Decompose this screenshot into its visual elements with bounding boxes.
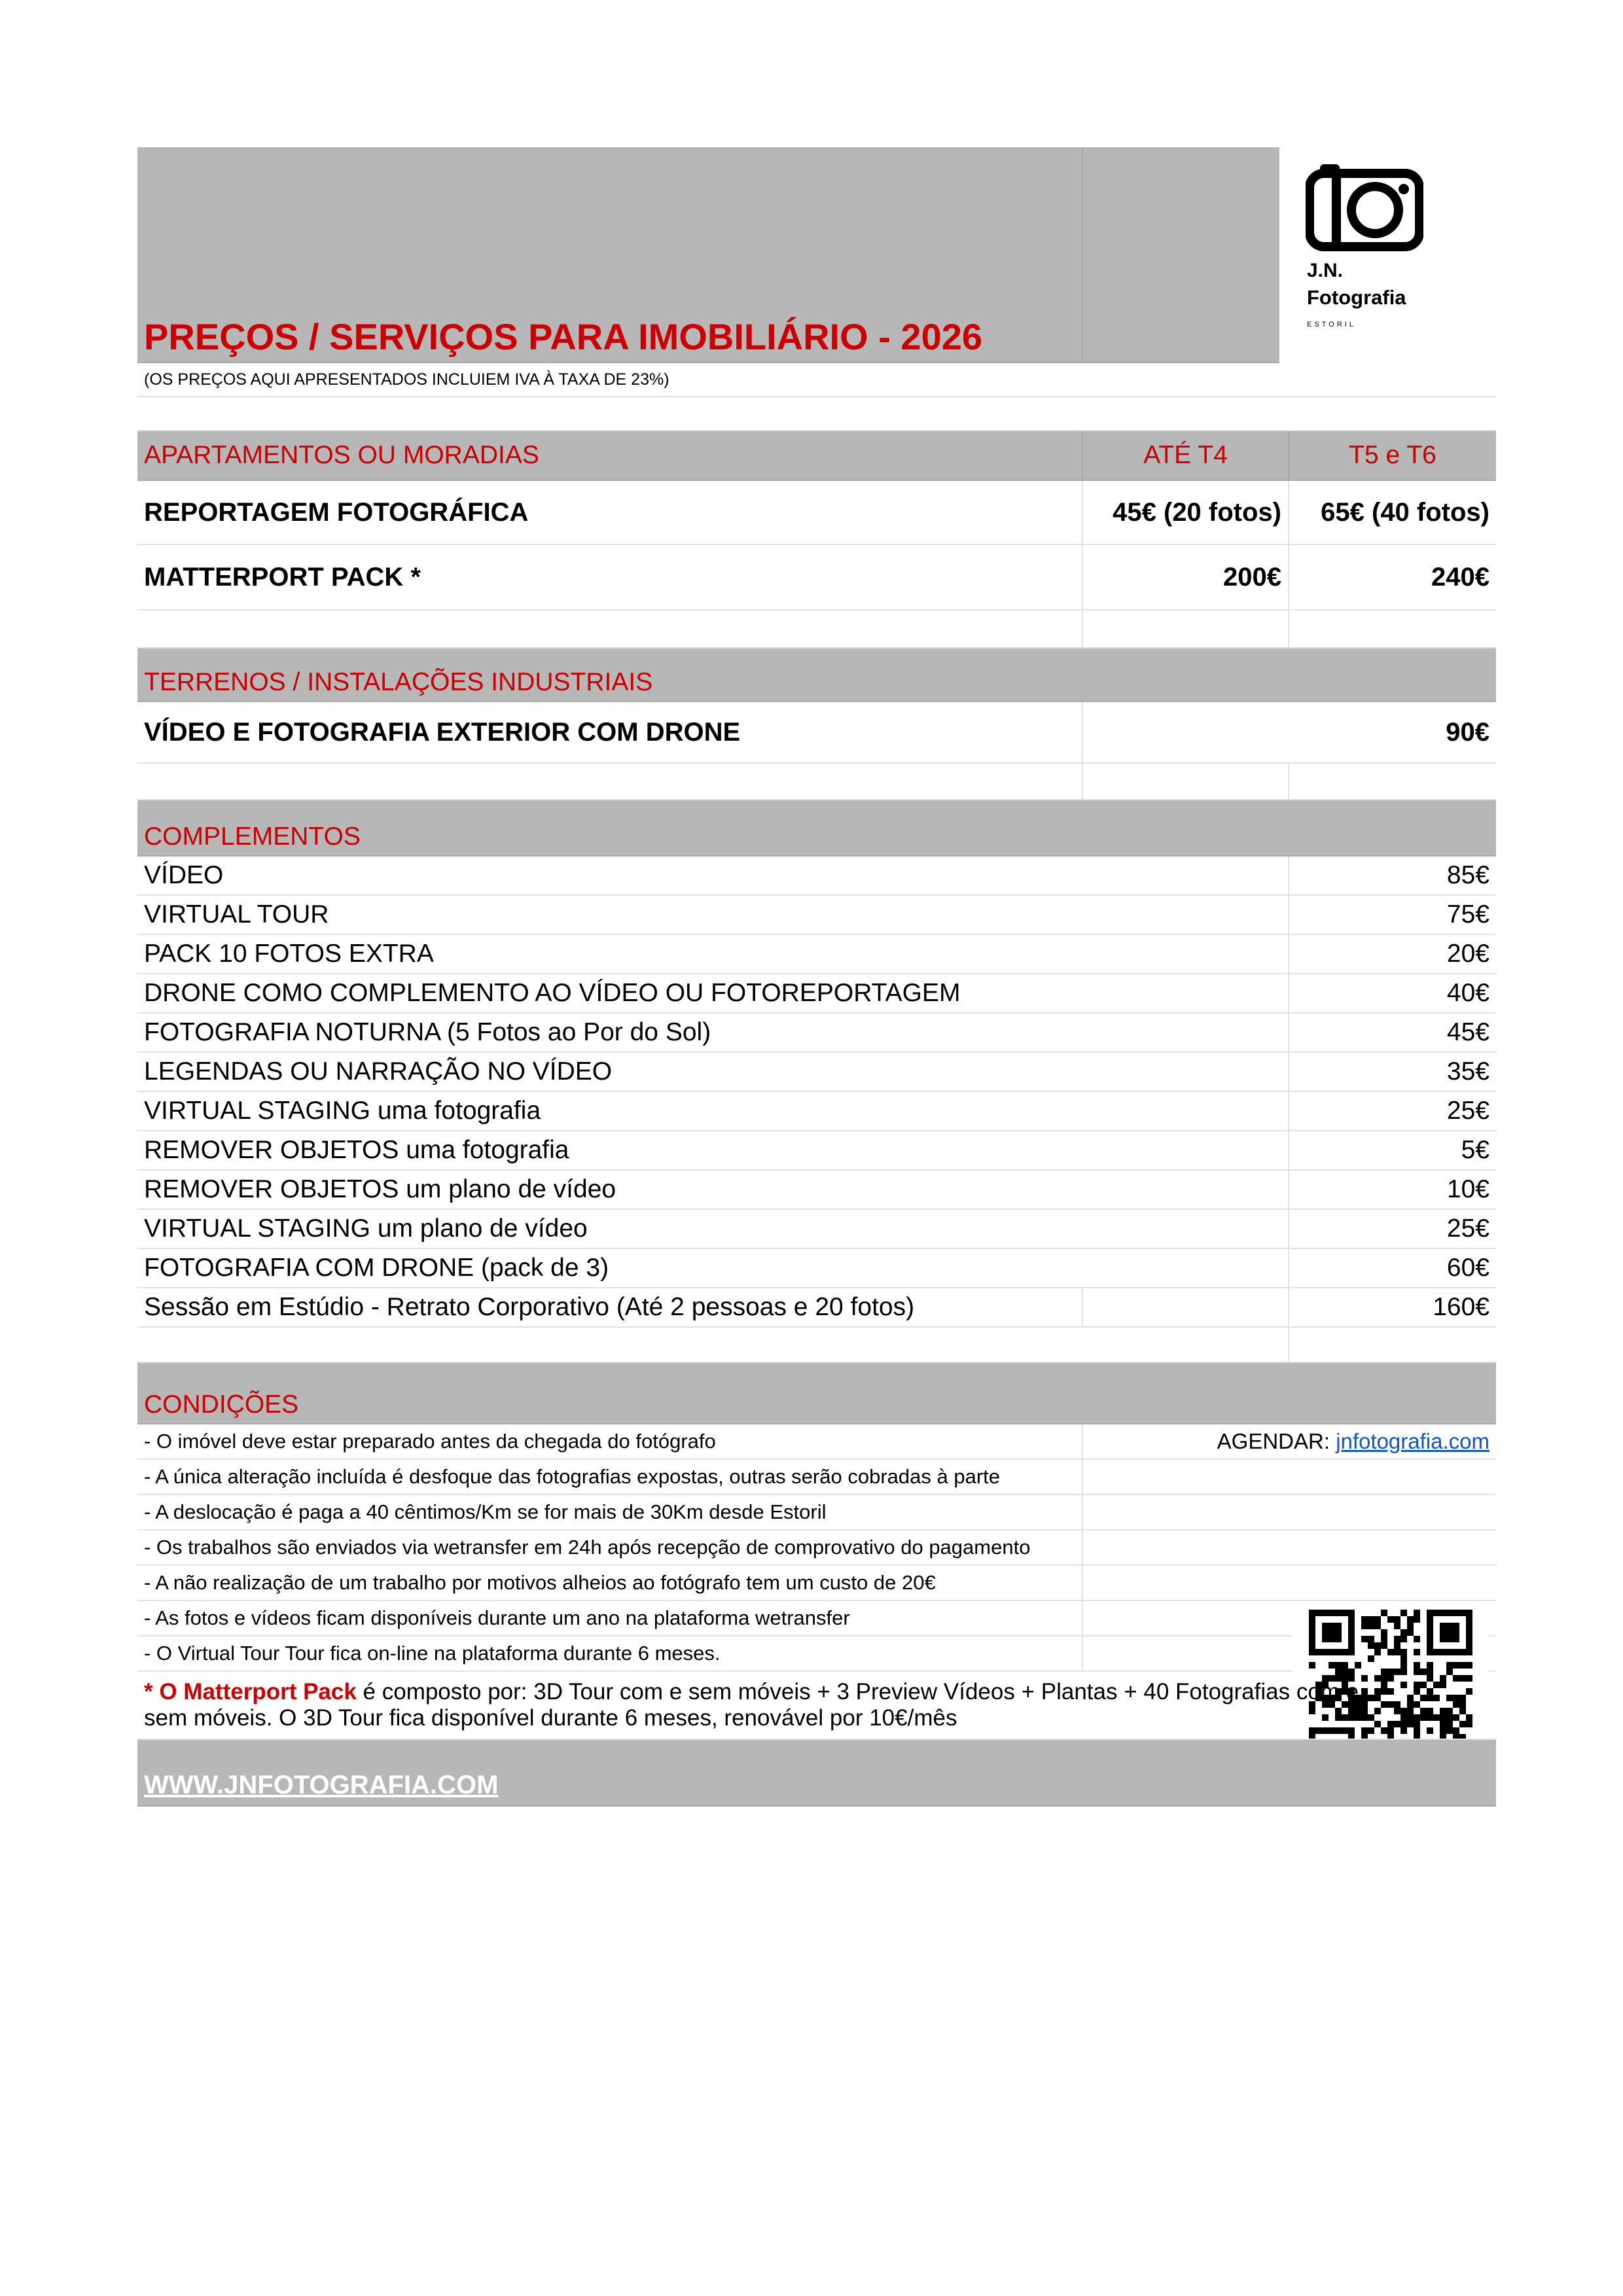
blank-row (137, 1328, 1496, 1363)
list-item (137, 1092, 1496, 1131)
blank-cell (1083, 610, 1289, 647)
title-spacer (1083, 147, 1289, 362)
blank-cell (137, 1328, 1289, 1362)
matterport-note-line2: sem móveis. O 3D Tour fica disponível durante 6 meses, renovável por 10€/mês (144, 1705, 957, 1731)
list-item (137, 857, 1496, 896)
matterport-note-line1 (144, 1679, 1489, 1705)
item-price: 45€ (1446, 1018, 1489, 1046)
blank-row (137, 764, 1496, 800)
price-t5t6: 240€ (1431, 562, 1489, 592)
table-row (137, 702, 1496, 764)
condition-row (137, 1460, 1496, 1495)
condition-text: - A única alteração incluída é desfoque das fotografias expostas, outras serão cobradas à parte (137, 1460, 1083, 1494)
condition-row (137, 1530, 1496, 1566)
list-item (137, 1053, 1496, 1092)
item-label: VIRTUAL STAGING um plano de vídeo (137, 1210, 1289, 1248)
item-label: DRONE COMO COMPLEMENTO AO VÍDEO OU FOTOREPORTAGEM (137, 974, 1289, 1012)
apartments-header (137, 431, 1496, 481)
col-header-t5t6: T5 e T6 (1349, 441, 1436, 469)
item-price: 10€ (1446, 1175, 1489, 1203)
item-price: 160€ (1433, 1293, 1489, 1321)
item-price: 25€ (1446, 1214, 1489, 1243)
blank-cell (137, 764, 1083, 799)
service-label: MATTERPORT PACK * (137, 545, 1083, 609)
subtitle-row (137, 363, 1496, 397)
logo-place: ESTORIL (1307, 321, 1356, 328)
footer (137, 1740, 1496, 1807)
condition-text: - A deslocação é paga a 40 cêntimos/Km se for mais de 30Km desde Estoril (137, 1495, 1083, 1529)
price-t5t6: 65€ (40 fotos) (1321, 497, 1489, 527)
list-item (137, 935, 1496, 974)
condition-text: - O imóvel deve estar preparado antes da chegada do fotógrafo (137, 1424, 1083, 1458)
logo (1279, 147, 1496, 363)
complements-header (137, 800, 1496, 857)
matterport-note (137, 1672, 1496, 1740)
item-label: VIRTUAL STAGING uma fotografia (137, 1092, 1289, 1130)
item-price: 40€ (1446, 979, 1489, 1007)
item-price: 25€ (1446, 1097, 1489, 1125)
item-price: 60€ (1446, 1254, 1489, 1282)
booking-link[interactable]: jnfotografia.com (1336, 1429, 1489, 1453)
list-item (137, 1131, 1496, 1171)
blank-cell (1083, 1288, 1289, 1326)
blank-cell (1083, 764, 1289, 799)
service-label: REPORTAGEM FOTOGRÁFICA (137, 481, 1083, 544)
item-price: 85€ (1446, 861, 1489, 889)
matterport-text: é composto por: 3D Tour com e sem móveis + 3 Preview Vídeos + Plantas + 40 Fotografias com e (356, 1679, 1359, 1704)
camera-icon (1306, 160, 1423, 252)
conditions-heading: CONDIÇÕES (144, 1390, 299, 1419)
list-item (137, 1210, 1496, 1249)
logo-name: J.N. (1307, 260, 1344, 281)
condition-row (137, 1495, 1496, 1530)
price-t4: 200€ (1083, 545, 1289, 609)
blank-cell (137, 610, 1083, 647)
item-price: 20€ (1446, 940, 1489, 968)
logo-brand: Fotografia (1307, 286, 1406, 309)
website-link[interactable]: WWW.JNFOTOGRAFIA.COM (144, 1771, 499, 1799)
item-price: 35€ (1446, 1057, 1489, 1086)
service-label: VÍDEO E FOTOGRAFIA EXTERIOR COM DRONE (137, 702, 1083, 762)
item-label: FOTOGRAFIA COM DRONE (pack de 3) (137, 1249, 1289, 1287)
item-price: 75€ (1446, 900, 1489, 928)
terrain-heading: TERRENOS / INSTALAÇÕES INDUSTRIAIS (144, 668, 653, 696)
list-item (137, 1249, 1496, 1288)
condition-text: - As fotos e vídeos ficam disponíveis durante um ano na plataforma wetransfer (137, 1601, 1083, 1635)
list-item (137, 1288, 1496, 1328)
condition-row (137, 1424, 1496, 1460)
conditions-header (137, 1363, 1496, 1424)
list-item (137, 974, 1496, 1014)
condition-text: - Os trabalhos são enviados via wetransfer em 24h após recepção de comprovativo do pagamento (137, 1530, 1083, 1564)
complements-heading: COMPLEMENTOS (144, 822, 361, 851)
matterport-highlight: * O Matterport Pack (144, 1679, 357, 1704)
list-item (137, 1014, 1496, 1053)
condition-text: - A não realização de um trabalho por motivos alheios ao fotógrafo tem um custo de 20€ (137, 1566, 1083, 1600)
item-label: REMOVER OBJETOS um plano de vídeo (137, 1171, 1289, 1209)
apartments-heading: APARTAMENTOS OU MORADIAS (137, 431, 1083, 480)
item-label: PACK 10 FOTOS EXTRA (137, 935, 1289, 973)
price-t4: 45€ (20 fotos) (1083, 481, 1289, 544)
page-title: PREÇOS / SERVIÇOS PARA IMOBILIÁRIO - 2026 (137, 147, 1083, 362)
list-item (137, 896, 1496, 935)
table-row (137, 481, 1496, 545)
item-label: VÍDEO (137, 857, 1289, 894)
booking-line (1083, 1424, 1496, 1458)
item-label: Sessão em Estúdio - Retrato Corporativo (Até 2 pessoas e 20 fotos) (137, 1288, 1083, 1326)
blank-row (137, 610, 1496, 648)
col-header-t4: ATÉ T4 (1083, 431, 1289, 480)
booking-label: AGENDAR: (1217, 1429, 1336, 1453)
terrain-header (137, 648, 1496, 702)
condition-row (137, 1566, 1496, 1601)
vat-note: (OS PREÇOS AQUI APRESENTADOS INCLUIEM IVA À TAXA DE 23%) (144, 370, 669, 389)
table-row (137, 545, 1496, 610)
list-item (137, 1171, 1496, 1210)
item-label: LEGENDAS OU NARRAÇÃO NO VÍDEO (137, 1053, 1289, 1091)
item-label: REMOVER OBJETOS uma fotografia (137, 1131, 1289, 1169)
item-price: 5€ (1461, 1136, 1489, 1164)
item-label: VIRTUAL TOUR (137, 896, 1289, 934)
item-label: FOTOGRAFIA NOTURNA (5 Fotos ao Por do Sol) (137, 1014, 1289, 1051)
price: 90€ (1446, 717, 1489, 747)
condition-text: - O Virtual Tour Tour fica on-line na plataforma durante 6 meses. (137, 1636, 1083, 1670)
blank-row (137, 397, 1496, 431)
